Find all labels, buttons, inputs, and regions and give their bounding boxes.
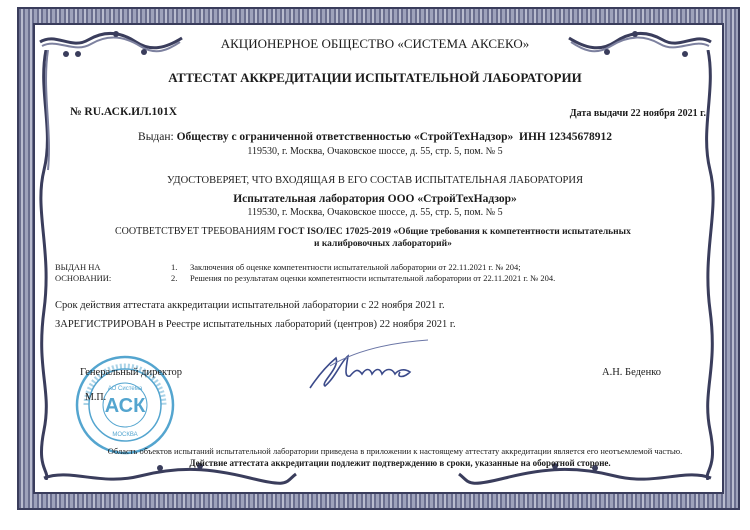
basis-item-text: Решения по результатам оценки компетентности испытательной лаборатории от 22.11.2021 г. № 204. (190, 273, 556, 283)
certifies-text: УДОСТОВЕРЯЕТ, ЧТО ВХОДЯЩАЯ В ЕГО СОСТАВ ИСПЫТАТЕЛЬНАЯ ЛАБОРАТОРИЯ (167, 175, 583, 186)
laboratory-address: 119530, г. Москва, Очаковское шоссе, д. 55, стр. 5, пом. № 5 (247, 207, 503, 218)
signature-icon (300, 338, 460, 398)
issued-to-company: Обществу с ограниченной ответственностью «СтройТехНадзор» (176, 131, 514, 143)
compliance-line (115, 226, 631, 237)
footer-bold-note: Действие аттестата аккредитации подлежит подтверждению в сроки, указанные на оборотной стороне. (189, 458, 611, 468)
basis-item-num: 2. (171, 273, 178, 283)
vine-ornament-left-icon (36, 50, 56, 480)
compliance-prefix: СООТВЕТСТВУЕТ ТРЕБОВАНИЯМ (115, 226, 276, 237)
issue-date: Дата выдачи 22 ноября 2021 г. (569, 108, 706, 119)
svg-text:АСК: АСК (104, 395, 146, 417)
validity-text: Срок действия аттестата аккредитации испытательной лаборатории с 22 ноября 2021 г. (55, 300, 445, 311)
organization-name: АКЦИОНЕРНОЕ ОБЩЕСТВО «СИСТЕМА АКСЕКО» (220, 36, 530, 51)
issued-to-address: 119530, г. Москва, Очаковское шоссе, д. 55, стр. 5, пом. № 5 (247, 146, 503, 157)
certificate-number: № RU.АСК.ИЛ.101Х (70, 106, 178, 118)
basis-item-text: Заключения об оценке компетентности испытательной лаборатории от 22.11.2021 г. № 204; (190, 262, 521, 272)
issued-to-label: Выдан: (138, 131, 174, 143)
registration-text: ЗАРЕГИСТРИРОВАН в Реестре испытательных лабораторий (центров) 22 ноября 2021 г. (55, 319, 456, 330)
compliance-standard-cont: и калибровочных лабораторий» (314, 239, 452, 249)
footer-note: Область объектов испытаний испытательной лаборатории приведена в приложении к настоящему аттестату аккредитации является его неотъемлемой частью. (107, 446, 683, 456)
signatory-position: Генеральный директор (80, 367, 182, 378)
signatory-name: А.Н. Беденко (602, 367, 662, 378)
basis-label-line1: ВЫДАН НА (55, 262, 101, 272)
compliance-standard: ГОСТ ISO/IEC 17025-2019 «Общие требования к компетентности испытательных (277, 227, 631, 237)
seal-label: М.П. (85, 392, 107, 403)
issued-to-line (0, 131, 750, 143)
basis-item-num: 1. (171, 262, 178, 272)
laboratory-name: Испытательная лаборатория ООО «СтройТехНадзор» (233, 193, 517, 205)
svg-text:МОСКВА: МОСКВА (112, 432, 138, 438)
svg-text:АО Система: АО Система (107, 386, 143, 392)
issued-to-inn: ИНН 12345678912 (519, 131, 612, 143)
basis-label-line2: ОСНОВАНИИ: (55, 273, 112, 283)
certificate-title: АТТЕСТАТ АККРЕДИТАЦИИ ИСПЫТАТЕЛЬНОЙ ЛАБОРАТОРИИ (168, 70, 582, 85)
